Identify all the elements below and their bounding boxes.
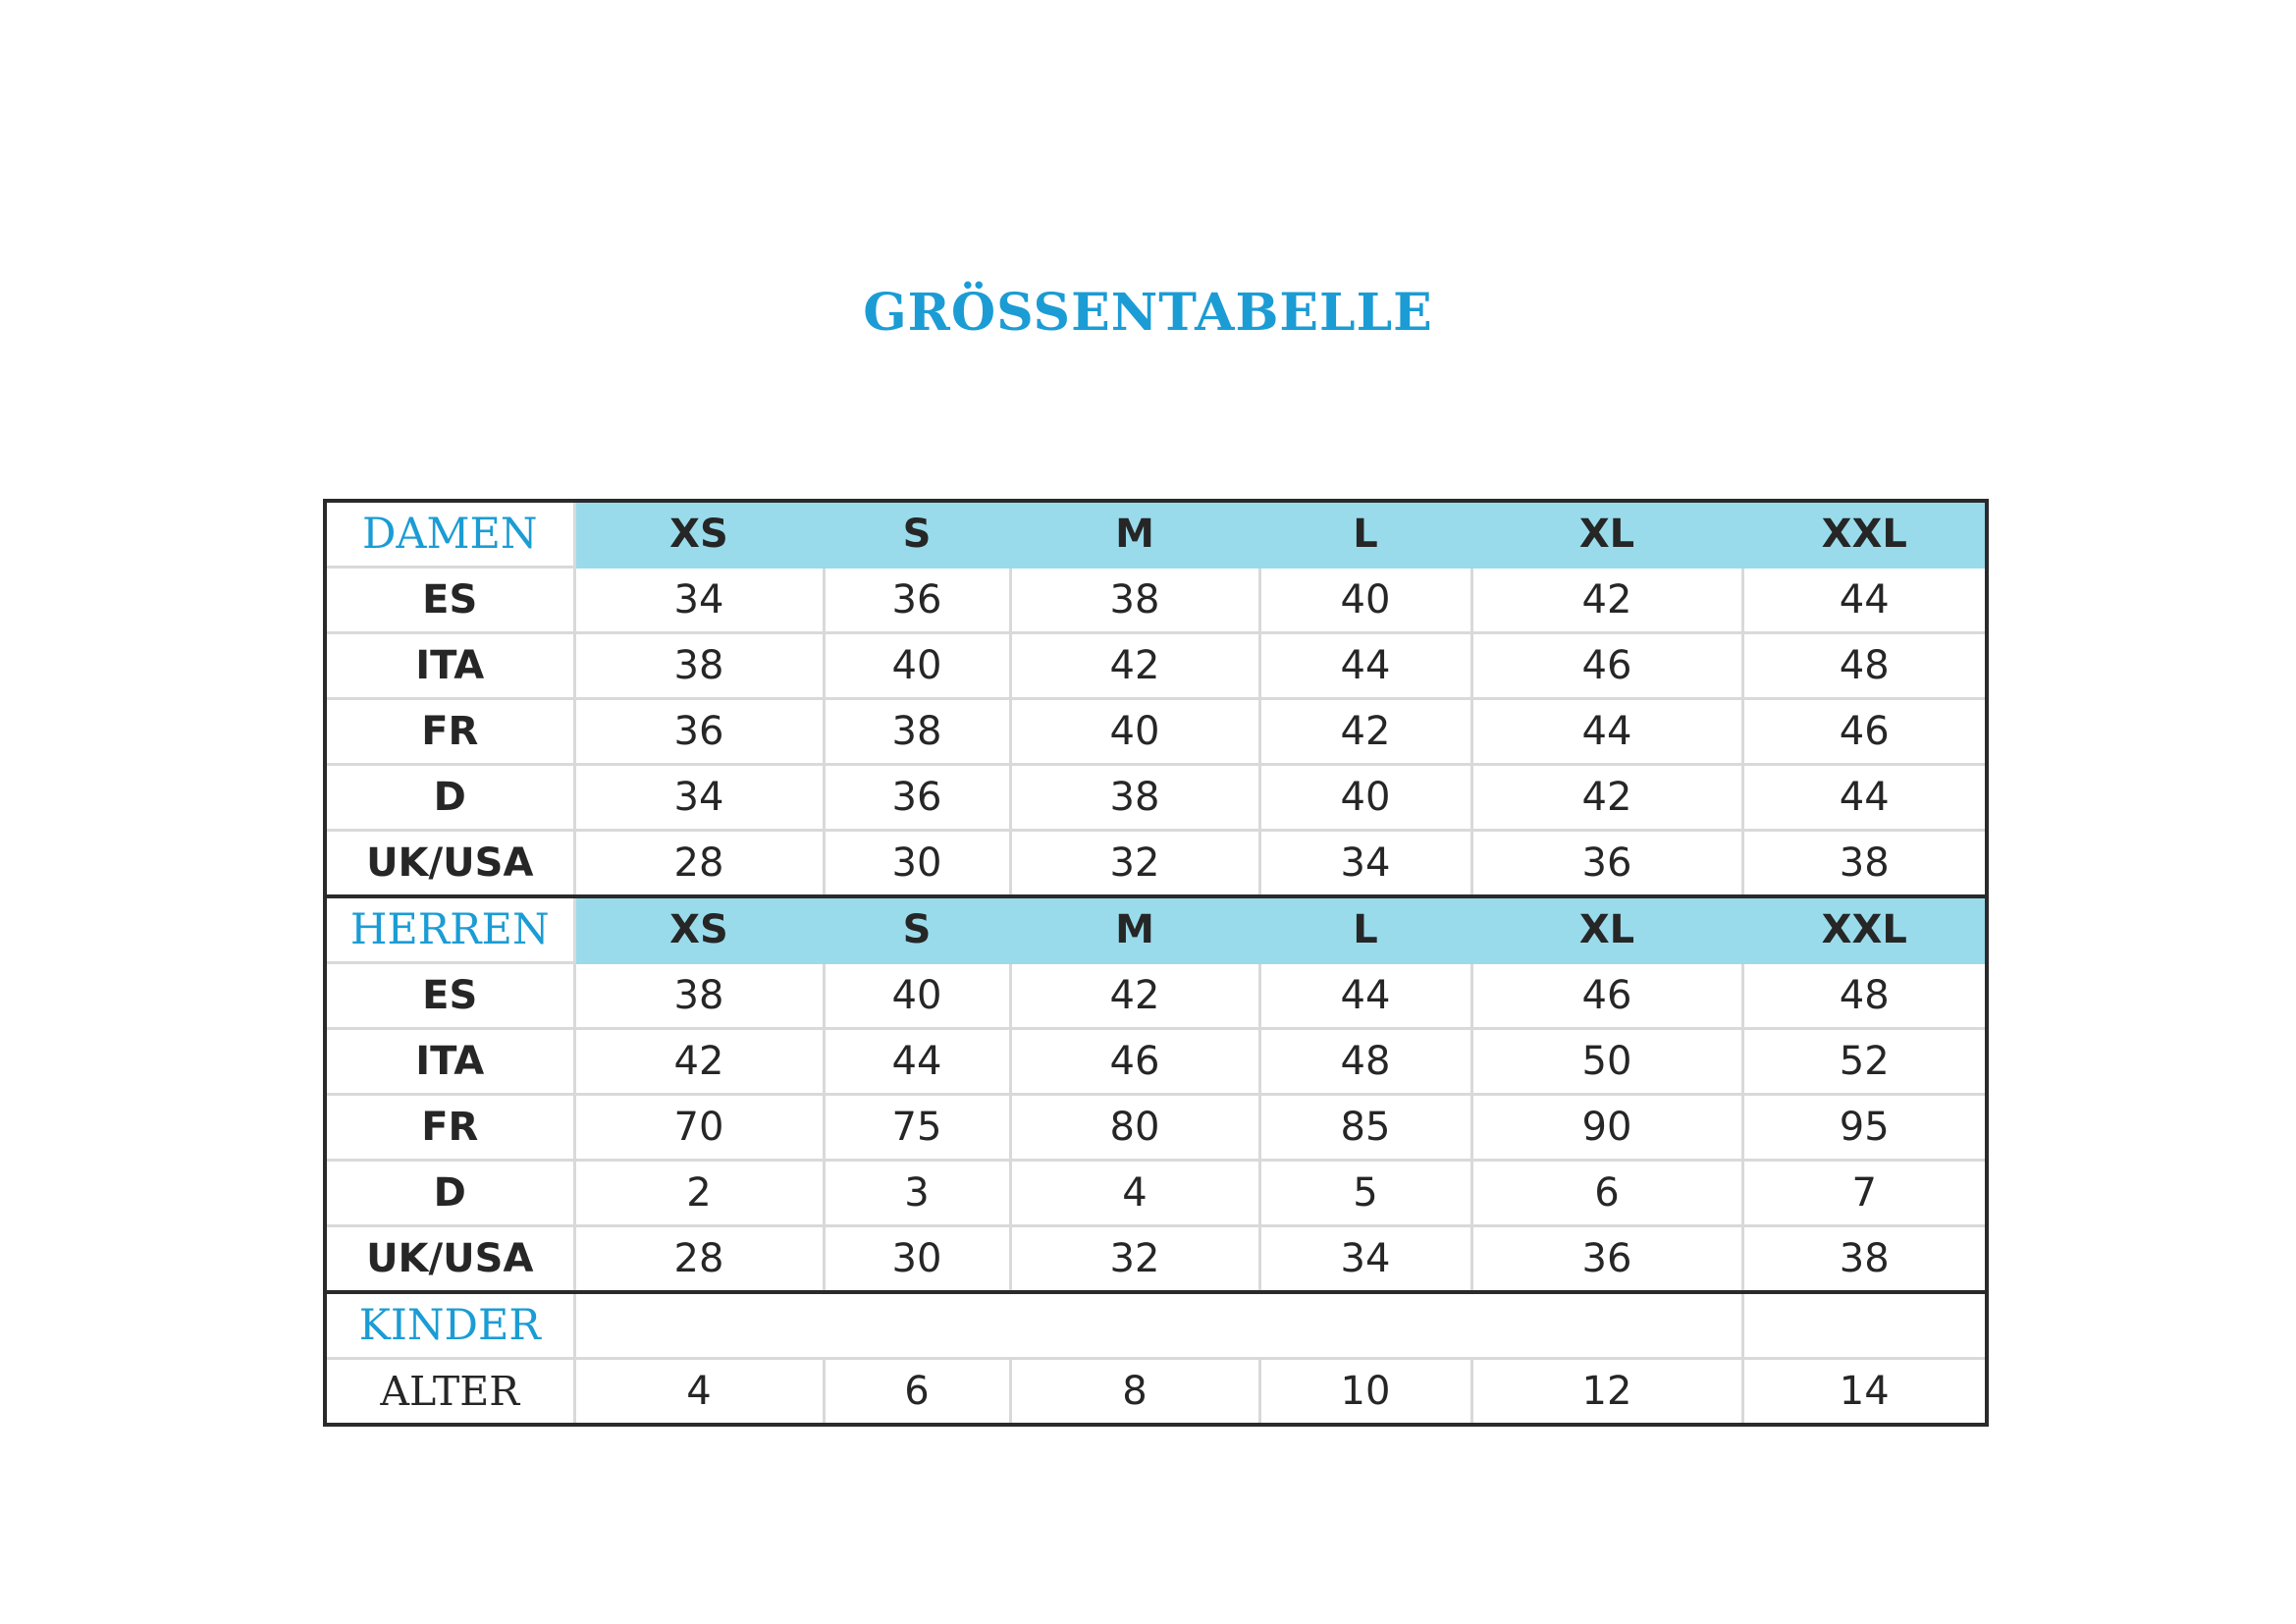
table-cell: 48 bbox=[1742, 963, 1987, 1029]
section-label-damen: DAMEN bbox=[325, 501, 574, 568]
table-cell: 38 bbox=[574, 633, 824, 699]
table-row bbox=[325, 633, 1987, 699]
size-header: L bbox=[1259, 896, 1471, 963]
table-cell: 42 bbox=[1471, 568, 1742, 633]
size-header: M bbox=[1010, 501, 1259, 568]
size-header: XL bbox=[1471, 896, 1742, 963]
size-header: XS bbox=[574, 896, 824, 963]
table-cell: 14 bbox=[1742, 1359, 1987, 1426]
table-cell: 4 bbox=[574, 1359, 824, 1426]
table-cell: 30 bbox=[824, 1226, 1010, 1293]
table-cell: 46 bbox=[1471, 633, 1742, 699]
empty-cell bbox=[1742, 1292, 1987, 1359]
table-cell: 40 bbox=[1010, 699, 1259, 765]
table-cell: 40 bbox=[824, 963, 1010, 1029]
size-header: XXL bbox=[1742, 896, 1987, 963]
row-label: FR bbox=[325, 1095, 574, 1161]
table-cell: 46 bbox=[1742, 699, 1987, 765]
size-header: XXL bbox=[1742, 501, 1987, 568]
table-cell: 38 bbox=[1010, 568, 1259, 633]
table-cell: 6 bbox=[824, 1359, 1010, 1426]
table-cell: 52 bbox=[1742, 1029, 1987, 1095]
table-cell: 44 bbox=[1742, 765, 1987, 831]
row-label: ITA bbox=[325, 633, 574, 699]
table-cell: 40 bbox=[1259, 765, 1471, 831]
size-header: XS bbox=[574, 501, 824, 568]
row-label: D bbox=[325, 765, 574, 831]
table-row bbox=[325, 765, 1987, 831]
table-row bbox=[325, 1029, 1987, 1095]
size-header: S bbox=[824, 896, 1010, 963]
table-cell: 48 bbox=[1259, 1029, 1471, 1095]
table-cell: 34 bbox=[574, 568, 824, 633]
table-cell: 44 bbox=[1471, 699, 1742, 765]
table-cell: 38 bbox=[824, 699, 1010, 765]
section-label-herren: HERREN bbox=[325, 896, 574, 963]
table-cell: 2 bbox=[574, 1161, 824, 1226]
table-cell: 42 bbox=[1259, 699, 1471, 765]
table-row bbox=[325, 1226, 1987, 1293]
row-label: D bbox=[325, 1161, 574, 1226]
table-row bbox=[325, 831, 1987, 897]
table-cell: 36 bbox=[1471, 831, 1742, 897]
row-label: UK/USA bbox=[325, 1226, 574, 1293]
table-cell: 95 bbox=[1742, 1095, 1987, 1161]
section-label-kinder: KINDER bbox=[325, 1292, 574, 1359]
table-cell: 36 bbox=[574, 699, 824, 765]
table-cell: 38 bbox=[1742, 1226, 1987, 1293]
size-header: S bbox=[824, 501, 1010, 568]
table-cell: 46 bbox=[1010, 1029, 1259, 1095]
table-cell: 44 bbox=[1742, 568, 1987, 633]
table-cell: 6 bbox=[1471, 1161, 1742, 1226]
row-label: FR bbox=[325, 699, 574, 765]
size-header: L bbox=[1259, 501, 1471, 568]
size-header: XL bbox=[1471, 501, 1742, 568]
table-cell: 34 bbox=[1259, 831, 1471, 897]
table-row bbox=[325, 963, 1987, 1029]
table-cell: 44 bbox=[824, 1029, 1010, 1095]
section-header-herren bbox=[325, 896, 1987, 963]
table-cell: 38 bbox=[1742, 831, 1987, 897]
table-cell: 75 bbox=[824, 1095, 1010, 1161]
table-cell: 10 bbox=[1259, 1359, 1471, 1426]
table-cell: 42 bbox=[1471, 765, 1742, 831]
table-row bbox=[325, 568, 1987, 633]
table-row bbox=[325, 1095, 1987, 1161]
table-cell: 44 bbox=[1259, 963, 1471, 1029]
row-label: ES bbox=[325, 568, 574, 633]
table-cell: 46 bbox=[1471, 963, 1742, 1029]
section-header-damen bbox=[325, 501, 1987, 568]
table-cell: 80 bbox=[1010, 1095, 1259, 1161]
table-cell: 34 bbox=[574, 765, 824, 831]
table-cell: 4 bbox=[1010, 1161, 1259, 1226]
table-cell: 48 bbox=[1742, 633, 1987, 699]
row-label: ITA bbox=[325, 1029, 574, 1095]
table-cell: 30 bbox=[824, 831, 1010, 897]
section-header-kinder bbox=[325, 1292, 1987, 1359]
table-cell: 40 bbox=[1259, 568, 1471, 633]
table-cell: 32 bbox=[1010, 831, 1259, 897]
table-cell: 85 bbox=[1259, 1095, 1471, 1161]
table-cell: 36 bbox=[824, 765, 1010, 831]
table-cell: 42 bbox=[1010, 963, 1259, 1029]
table-cell: 42 bbox=[574, 1029, 824, 1095]
table-row bbox=[325, 1359, 1987, 1426]
table-cell: 44 bbox=[1259, 633, 1471, 699]
size-chart-table bbox=[323, 499, 1989, 1427]
table-cell: 32 bbox=[1010, 1226, 1259, 1293]
table-cell: 90 bbox=[1471, 1095, 1742, 1161]
table-cell: 5 bbox=[1259, 1161, 1471, 1226]
table-cell: 38 bbox=[1010, 765, 1259, 831]
table-row bbox=[325, 1161, 1987, 1226]
table-cell: 28 bbox=[574, 831, 824, 897]
row-label: ES bbox=[325, 963, 574, 1029]
table-cell: 50 bbox=[1471, 1029, 1742, 1095]
table-cell: 8 bbox=[1010, 1359, 1259, 1426]
table-cell: 36 bbox=[1471, 1226, 1742, 1293]
table-cell: 7 bbox=[1742, 1161, 1987, 1226]
table-row bbox=[325, 699, 1987, 765]
table-cell: 28 bbox=[574, 1226, 824, 1293]
table-cell: 36 bbox=[824, 568, 1010, 633]
size-header: M bbox=[1010, 896, 1259, 963]
table-cell: 40 bbox=[824, 633, 1010, 699]
table-cell: 42 bbox=[1010, 633, 1259, 699]
table-cell: 12 bbox=[1471, 1359, 1742, 1426]
row-label: UK/USA bbox=[325, 831, 574, 897]
table-cell: 70 bbox=[574, 1095, 824, 1161]
table-cell: 3 bbox=[824, 1161, 1010, 1226]
row-label: ALTER bbox=[325, 1359, 574, 1426]
page-title: GRÖSSENTABELLE bbox=[863, 283, 1433, 343]
empty-cell bbox=[574, 1292, 1742, 1359]
table-cell: 38 bbox=[574, 963, 824, 1029]
table-cell: 34 bbox=[1259, 1226, 1471, 1293]
